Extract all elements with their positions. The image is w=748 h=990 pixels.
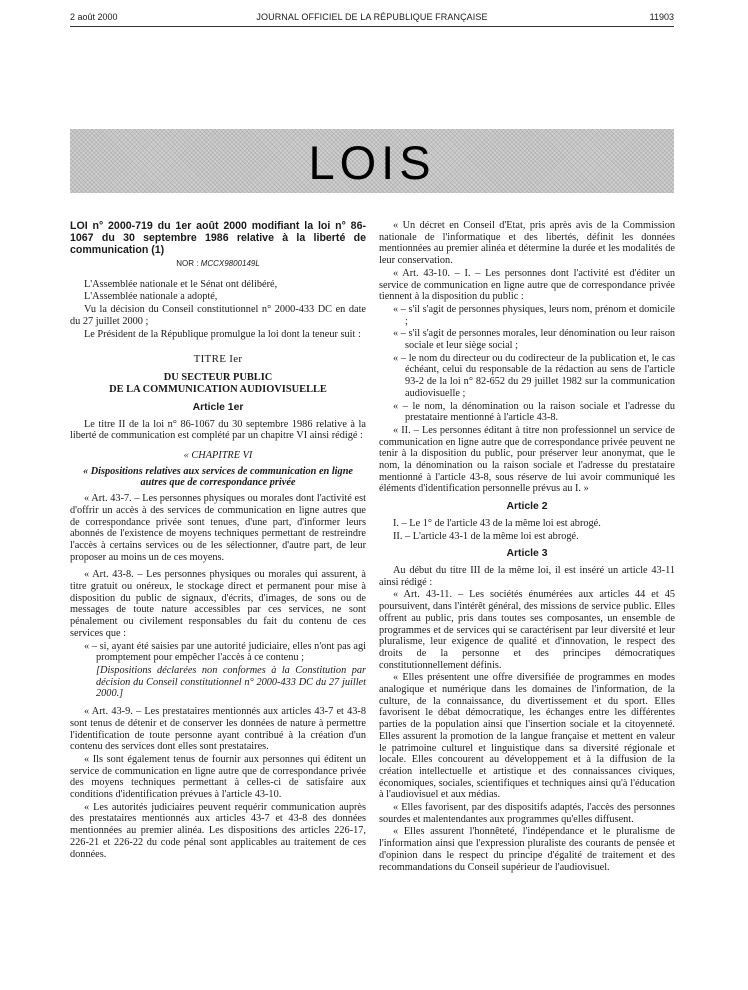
nor-label: NOR : [176,259,199,268]
list-item: « – le nom du directeur ou du codirecteur de la publication et, le cas échéant, celui du responsable de la rédaction au sens de l'article 93-2 de la loi n° 82-652 du 29 juillet 1982 sur la communication audiovisuelle ; [393,352,675,399]
paragraph: Le titre II de la loi n° 86-1067 du 30 septembre 1986 relative à la liberté de communication est complété par un chapitre VI ainsi rédigé : [70,418,366,442]
article-heading: Article 1er [192,401,244,413]
section-banner [70,129,674,193]
constitutional-note: [Dispositions déclarées non conformes à la Constitution par décision du Conseil constitutionnel n° 2000-433 DC du 27 juillet 2000.] [96,664,366,700]
paragraph: « Les autorités judiciaires peuvent requérir communication auprès des prestataires mentionnés aux articles 43-7 et 43-8 des données mentionnées au premier alinéa. Les dispositions des articles 226-17, 226-21 et 226-22 du code pénal sont applicables au traitement de ces données. [70,801,366,860]
titre-heading: TITRE Ier [193,353,243,366]
titre-subheading [70,372,366,396]
paragraph: « Elles assurent l'honnêteté, l'indépendance et le pluralisme de l'information ainsi que l'expression pluraliste des courants de pensée et d'opinion dans le respect du principe d'égalité de traitement et des recommandations du Conseil supérieur de l'audiovisuel. [379,826,675,873]
preamble-line: Vu la décision du Conseil constitutionnel n° 2000-433 DC en date du 27 juillet 2000 ; [70,304,366,327]
list-item: « – le nom, la dénomination ou la raison sociale et l'adresse du prestataire mentionné à l'article 43-8. [393,400,675,424]
paragraph: II. – L'article 43-1 de la même loi est abrogé. [393,530,579,542]
paragraph: « Elles présentent une offre diversifiée de programmes en modes analogique et numérique dans les domaines de l'information, de la culture, de la connaissance, du divertissement et du sport. Elles favorisent le débat démocratique, les échanges entre les différentes parties de la population ainsi que l'insertion sociale et la citoyenneté. Elles assurent la promotion de la langue française et mettent en valeur le patrimoine culturel et linguistique dans sa diversité régionale et locale. Elles concourent au développement et à la diffusion de la création intellectuelle et artistique et des connaissances civiques, économiques, sociales, scientifiques et techniques ainsi qu'à l'éducation à l'audiovisuel et aux médias. [379,672,675,801]
paragraph: « Art. 43-10. – I. – Les personnes dont l'activité est d'éditer un service de communication en ligne autre que de correspondance privée tiennent à la disposition du public : [379,267,675,303]
list-item: « – s'il s'agit de personnes morales, leur dénomination ou leur raison sociale et leur siège social ; [393,328,675,352]
banner-title: LOIS [308,136,436,189]
article-heading: Article 2 [506,501,548,513]
law-title: LOI n° 2000-719 du 1er août 2000 modifiant la loi n° 86-1067 du 30 septembre 1986 relative à la liberté de communication (1) [70,220,366,256]
paragraph: « II. – Les personnes éditant à titre non professionnel un service de communication en ligne autre que de correspondance privée peuvent ne tenir à la disposition du public, pour préserver leur anonymat, que le nom, la dénomination ou la raison sociale et l'adresse du prestataire mentionné à l'article 43-8, sous réserve de lui avoir communiqué les éléments d'identification personnelle prévus au I. » [379,424,675,495]
paragraph: « Art. 43-11. – Les sociétés énumérées aux articles 44 et 45 poursuivent, dans l'intérêt général, des missions de service public. Elles offrent au public, pris dans toutes ses composantes, un ensemble de programmes et de services qui se caractérisent par leur diversité et leur pluralisme, leur exigence de qualité et d'innovation, le respect des droits de la personne et des principes démocratiques constitutionnellement définis. [379,589,675,671]
paragraph: « Ils sont également tenus de fournir aux personnes qui éditent un service de communication en ligne autre que de correspondance privée des moyens techniques permettant à celles-ci de satisfaire aux conditions d'identification prévues à l'article 43-10. [70,753,366,801]
paragraph: « Art. 43-9. – Les prestataires mentionnés aux articles 43-7 et 43-8 sont tenus de détenir et de conserver les données de nature à permettre l'identification de toute personne ayant contribué à la création d'un contenu des services dont elles sont prestataires. [70,706,366,753]
right-column [379,220,675,874]
paragraph: « Un décret en Conseil d'Etat, pris après avis de la Commission nationale de l'informatique et des libertés, définit les données mentionnées au premier alinéa et détermine la durée et les modalités de leur conservation. [379,220,675,267]
chapter-heading: « CHAPITRE VI [183,450,253,462]
chapter-subheading: « Dispositions relatives aux services de communication en ligne autres que de correspondance privée [82,465,353,489]
list-item: « – si, ayant été saisies par une autorité judiciaire, elles n'ont pas agi promptement pour empêcher l'accès à ce contenu ; [84,640,366,664]
paragraph: I. – Le 1° de l'article 43 de la même loi est abrogé. [393,517,601,529]
titre-sub-line: DU SECTEUR PUBLIC [163,371,273,383]
nor-reference [70,258,366,270]
header-date: 2 août 2000 [70,12,118,22]
nor-code: MCCX9800149L [200,259,260,268]
list-item: « – s'il s'agit de personnes physiques, leurs nom, prénom et domicile ; [393,303,675,327]
preamble-line: L'Assemblée nationale a adopté, [84,291,218,303]
paragraph: « Elles favorisent, par des dispositifs adaptés, l'accès des personnes sourdes et malentendantes aux programmes qu'elles diffusent. [379,802,675,825]
left-column [70,220,366,861]
titre-sub-line: DE LA COMMUNICATION AUDIOVISUELLE [109,383,327,395]
article-heading: Article 3 [506,548,548,560]
header-journal-title: JOURNAL OFFICIEL DE LA RÉPUBLIQUE FRANÇAISE [256,12,488,22]
paragraph: Au début du titre III de la même loi, il est inséré un article 43-11 ainsi rédigé : [379,564,675,588]
paragraph: « Art. 43-8. – Les personnes physiques ou morales qui assurent, à titre gratuit ou onéreux, le stockage direct et permanent pour mise à disposition du public de signaux, d'écrits, d'images, de sons ou de messages de toute nature accessibles par ces services, ne sont pénalement ou civilement responsables du fait du contenu de ces services que : [70,569,366,639]
header-page-number: 11903 [649,12,674,22]
preamble-line: Le Président de la République promulgue la loi dont la teneur suit : [84,328,361,340]
preamble-line: L'Assemblée nationale et le Sénat ont délibéré, [84,278,278,290]
header-rule [70,26,674,27]
paragraph: « Art. 43-7. – Les personnes physiques ou morales dont l'activité est d'offrir un accès à des services de communication en ligne autres que de correspondance privée sont tenues, d'une part, d'informer leurs abonnés de l'existence de moyens techniques permettant de restreindre l'accès à certains services ou de les sélectionner, d'autre part, de leur proposer au moins un de ces moyens. [70,493,366,563]
